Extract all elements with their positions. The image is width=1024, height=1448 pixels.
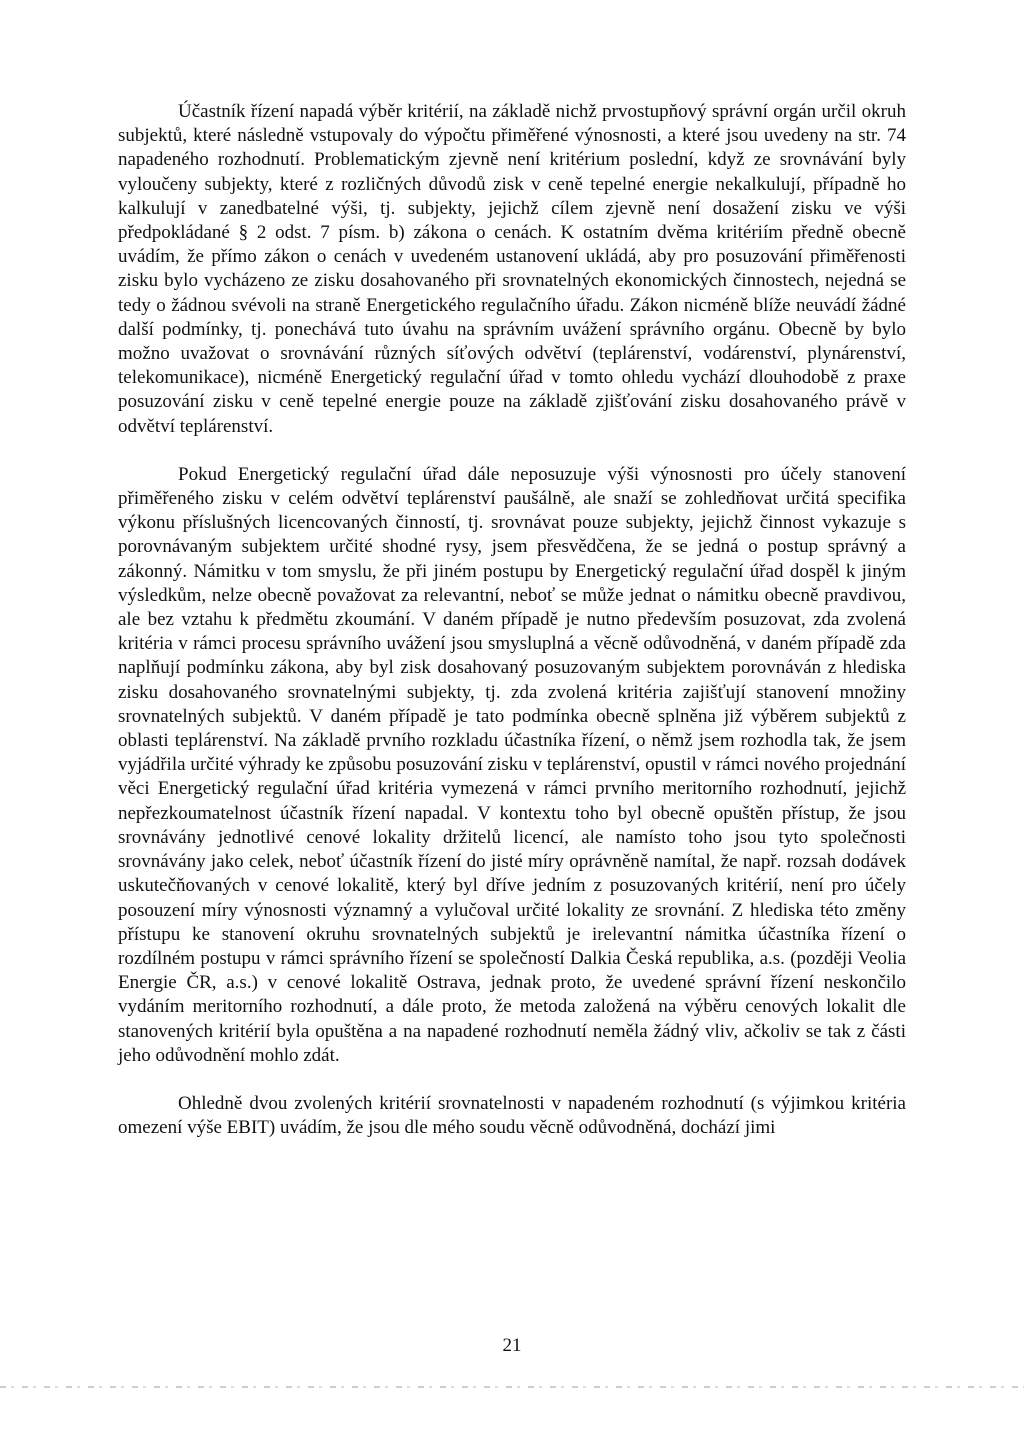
page-number: 21 (502, 1335, 522, 1356)
document-body (118, 100, 906, 1140)
paragraph-2: Pokud Energetický regulační úřad dále neposuzuje výši výnosnosti pro účely stanovení přiměřeného zisku v celém odvětví teplárenství paušálně, ale snaží se zohledňovat určitá specifika výkonu příslušných licencovaných činností, tj. srovnávat pouze subjekty, jejichž činnost vykazuje s porovnávaným subjektem určité shodné rysy, jsem přesvědčena, že se jedná o postup správný a zákonný. Námitku v tom smyslu, že při jiném postupu by Energetický regulační úřad dospěl k jiným výsledkům, nelze obecně považovat za relevantní, neboť se může jednat o námitku obecně pravdivou, ale bez vztahu k předmětu zkoumání. V daném případě je nutno především posuzovat, zda zvolená kritéria v rámci procesu správního uvážení jsou smysluplná a věcně odůvodněná, v daném případě zda naplňují podmínku zákona, aby byl zisk dosahovaný posuzovaným subjektem porovnáván z hlediska zisku dosahovaného srovnatelnými subjekty, tj. zda zvolená kritéria zajišťují stanovení množiny srovnatelných subjektů. V daném případě je tato podmínka obecně splněna již výběrem subjektů z oblasti teplárenství. Na základě prvního rozkladu účastníka řízení, o němž jsem rozhodla tak, že jsem vyjádřila určité výhrady ke způsobu posuzování zisku v teplárenství, opustil v rámci nového projednání věci Energetický regulační úřad kritéria vymezená v rámci prvního meritorního rozhodnutí, jejichž nepřezkoumatelnost účastník řízení napadal. V kontextu toho byl obecně opuštěn přístup, že jsou srovnávány jednotlivé cenové lokality držitelů licencí, ale namísto toho jsou tyto společnosti srovnávány jako celek, neboť účastník řízení do jisté míry oprávněně namítal, že např. rozsah dodávek uskutečňovaných v cenové lokalitě, který byl dříve jedním z posuzovaných kritérií, není pro účely posouzení míry výnosnosti významný a vylučoval určité lokality ze srovnání. Z hlediska této změny přístupu ke stanovení okruhu srovnatelných subjektů je irelevantní námitka účastníka řízení o rozdílném postupu v rámci správního řízení se společností Dalkia Česká republika, a.s. (později Veolia Energie ČR, a.s.) v cenové lokalitě Ostrava, jednak proto, že uvedené správní řízení neskončilo vydáním meritorního rozhodnutí, a dále proto, že metoda založená na výběru cenových lokalit dle stanovených kritérií byla opuštěna a na napadené rozhodnutí neměla žádný vliv, ačkoliv se tak z části jeho odůvodnění mohlo zdát. (118, 463, 906, 1066)
scan-artifact-line (0, 1386, 1024, 1388)
paragraph-3: Ohledně dvou zvolených kritérií srovnatelnosti v napadeném rozhodnutí (s výjimkou kritéria omezení výše EBIT) uvádím, že jsou dle mého soudu věcně odůvodněná, dochází jimi (118, 1092, 906, 1139)
paragraph-1: Účastník řízení napadá výběr kritérií, na základě nichž prvostupňový správní orgán určil okruh subjektů, které následně vstupovaly do výpočtu přiměřené výnosnosti, a které jsou uvedeny na str. 74 napadeného rozhodnutí. Problematickým zjevně není kritérium poslední, když ze srovnávání byly vyloučeny subjekty, které z rozličných důvodů zisk v ceně tepelné energie nekalkulují, případně ho kalkulují v zanedbatelné výši, tj. subjekty, jejichž cílem zjevně není dosažení zisku ve výši předpokládané § 2 odst. 7 písm. b) zákona o cenách. K ostatním dvěma kritériím předně obecně uvádím, že přímo zákon o cenách v uvedeném ustanovení ukládá, aby pro posuzování přiměřenosti zisku bylo vycházeno ze zisku dosahovaného při srovnatelných ekonomických činnostech, nejedná se tedy o žádnou svévoli na straně Energetického regulačního úřadu. Zákon nicméně blíže neuvádí žádné další podmínky, tj. ponechává tuto úvahu na správním uvážení správního orgánu. Obecně by bylo možno uvažovat o srovnávání různých síťových odvětví (teplárenství, vodárenství, plynárenství, telekomunikace), nicméně Energetický regulační úřad v tomto ohledu vychází dlouhodobě z praxe posuzování zisku v ceně tepelné energie pouze na základě zjišťování zisku dosahovaného právě v odvětví teplárenství. (118, 101, 906, 437)
